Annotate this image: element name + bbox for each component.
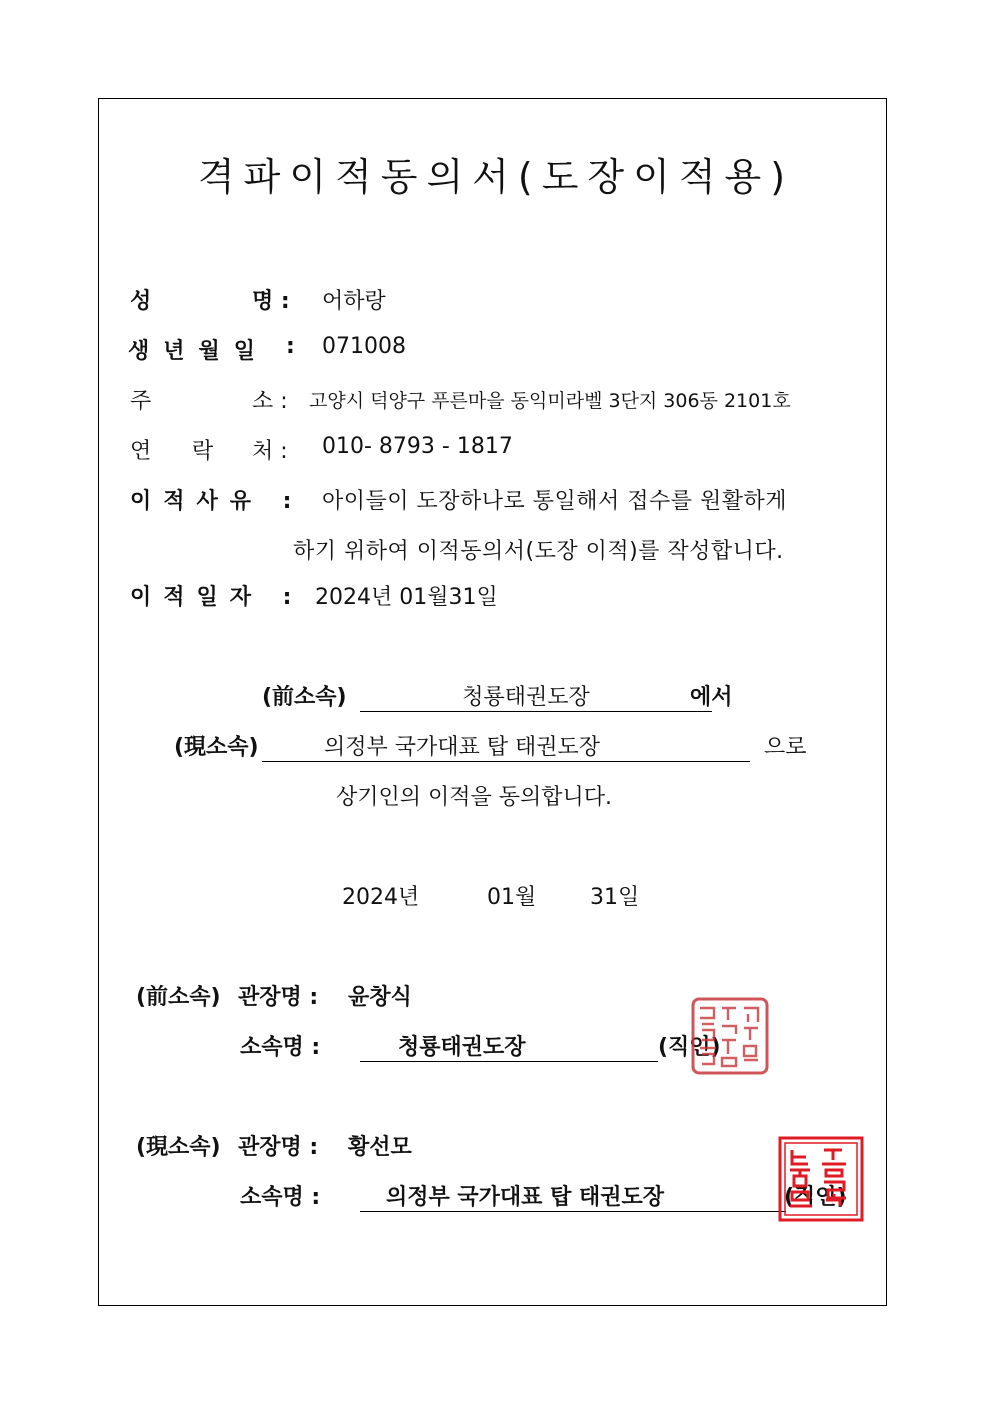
reason-label: 이적사유 : (130, 489, 304, 514)
prev-dojang-name: 청룡태권도장 (360, 680, 712, 712)
contact-value: 010- 8793 - 1817 (322, 434, 513, 459)
curr-master-name: 황선모 (348, 1135, 412, 1160)
prev-master-label: 관장명 : (238, 985, 319, 1010)
contact-label-a: 연 (130, 439, 152, 464)
prev-sign-label: (前소속) (136, 985, 221, 1010)
curr-master-label: 관장명 : (238, 1135, 319, 1160)
address-label-b: 소 : (252, 389, 288, 414)
date-value: 2024년 01월31일 (315, 585, 498, 610)
curr-seal-note: (직인) (784, 1185, 847, 1210)
birth-colon: : (286, 334, 295, 359)
reason-line-2: 하기 위하여 이적동의서(도장 이적)를 작성합니다. (293, 539, 784, 564)
name-label-b: 명 : (252, 289, 290, 314)
birth-label: 생년월일 (128, 339, 270, 364)
address-label-a: 주 (130, 389, 152, 414)
curr-seal-stamp (778, 1136, 864, 1222)
prev-master-name: 윤창식 (348, 985, 412, 1010)
sign-month: 01월 (487, 885, 537, 910)
prev-suffix: 에서 (690, 685, 733, 710)
consent-text: 상기인의 이적을 동의합니다. (336, 785, 613, 810)
prev-dojang-label: 소속명 : (240, 1035, 321, 1060)
curr-affiliation-label: (現소속) (174, 735, 259, 760)
curr-sign-dojang-name: 의정부 국가대표 탑 태권도장 (360, 1180, 786, 1212)
sign-day: 31일 (590, 885, 640, 910)
curr-sign-label: (現소속) (136, 1135, 221, 1160)
curr-dojang-name: 의정부 국가대표 탑 태권도장 (262, 730, 750, 762)
date-label: 이적일자 : (130, 585, 304, 610)
birth-value: 071008 (322, 334, 406, 359)
name-value: 어하랑 (322, 289, 386, 314)
prev-seal-note: (직인) (658, 1035, 721, 1060)
sign-year: 2024년 (342, 885, 420, 910)
reason-line-1: 아이들이 도장하나로 통일해서 접수를 원활하게 (322, 489, 788, 514)
prev-seal-stamp (690, 996, 770, 1076)
contact-label-c: 처 : (252, 439, 288, 464)
prev-sign-dojang-name: 청룡태권도장 (360, 1030, 658, 1062)
curr-dojang-label: 소속명 : (240, 1185, 321, 1210)
contact-label-b: 락 (192, 439, 214, 464)
curr-suffix: 으로 (764, 735, 807, 760)
document-title: 격파이적동의서(도장이적용) (197, 155, 795, 199)
name-label-a: 성 (130, 289, 152, 314)
address-value: 고양시 덕양구 푸른마을 동익미라벨 3단지 306동 2101호 (309, 390, 791, 412)
prev-affiliation-label: (前소속) (262, 685, 347, 710)
